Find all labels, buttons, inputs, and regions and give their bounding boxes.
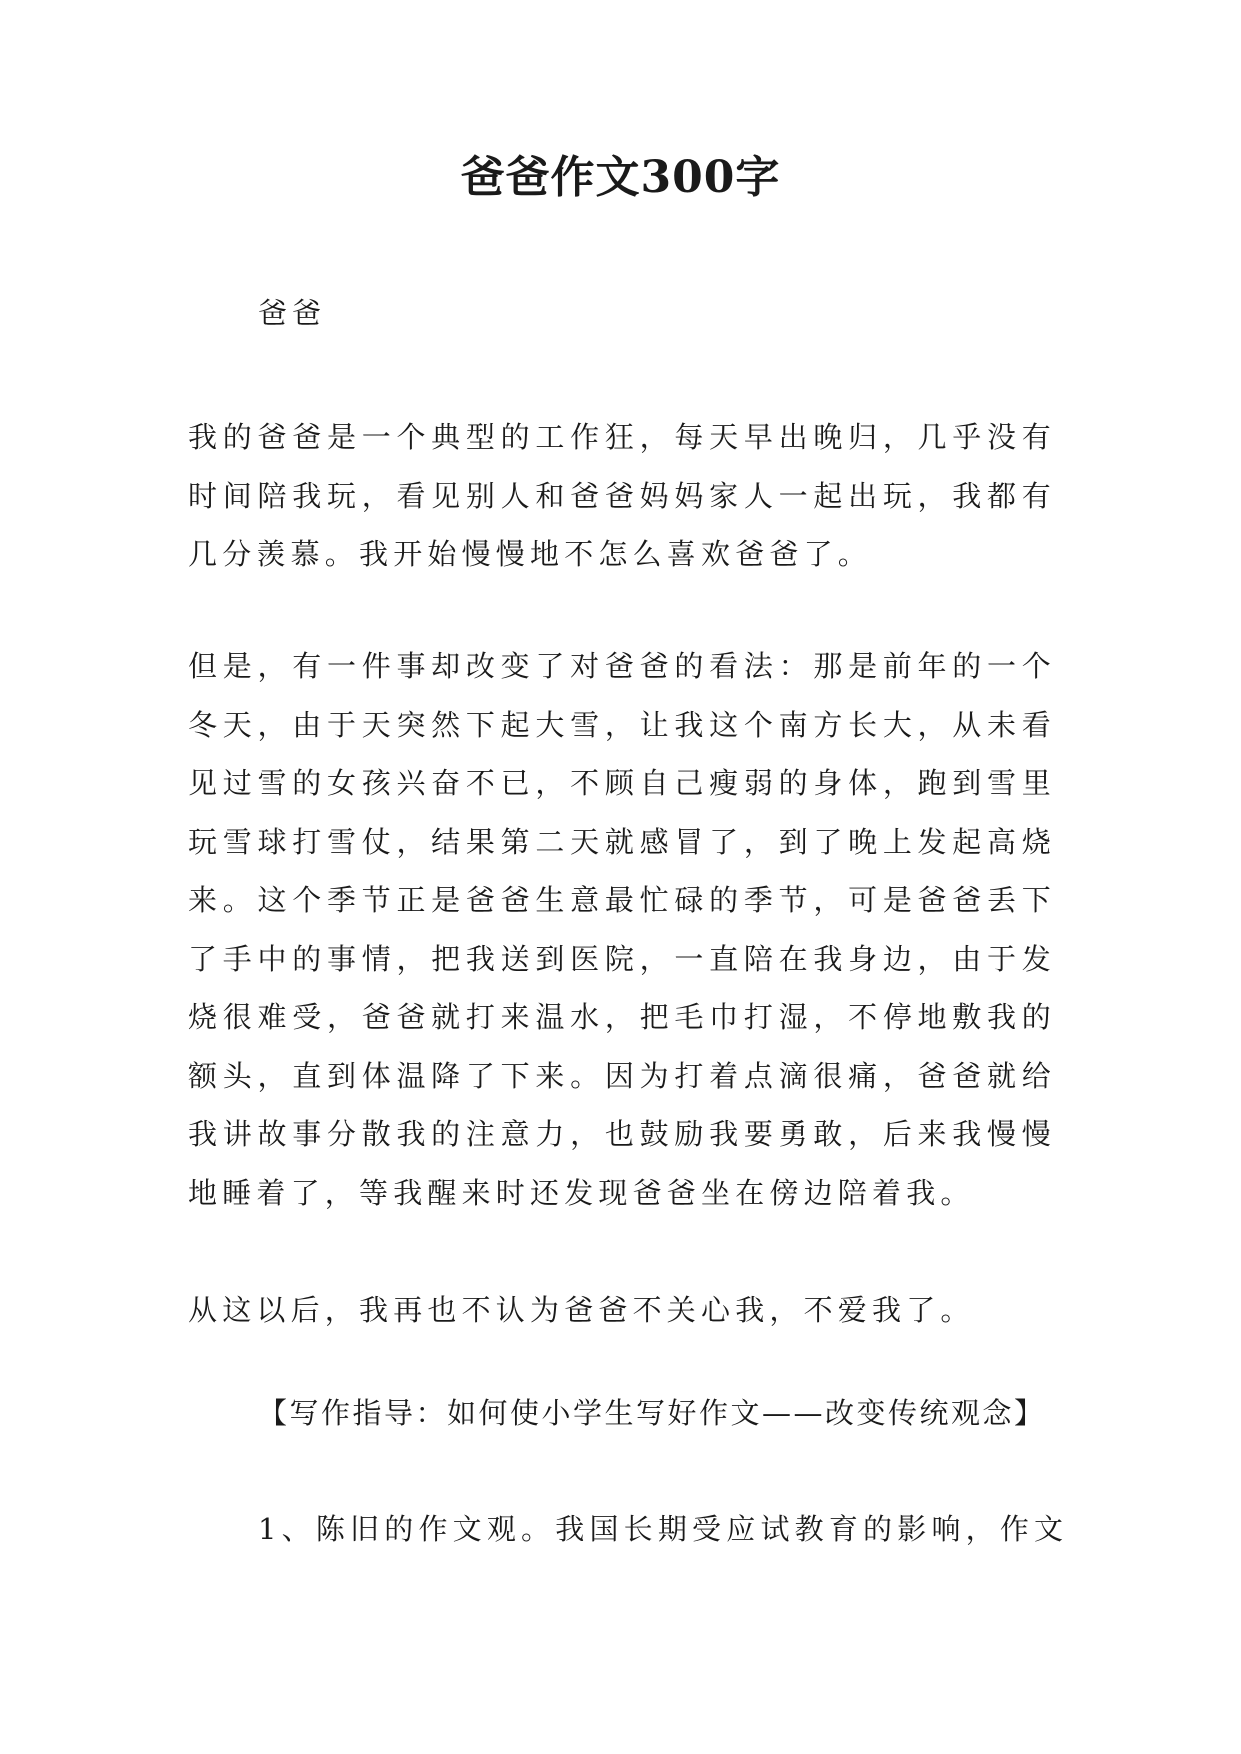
writing-guide-heading: 【写作指导：如何使小学生写好作文——改变传统观念】 — [258, 1396, 1046, 1430]
guide-point-1: 1、陈旧的作文观。我国长期受应试教育的影响，作文 — [258, 1512, 1069, 1546]
essay-subtitle: 爸爸 — [258, 296, 327, 330]
document-title: 爸爸作文300字 — [460, 152, 781, 203]
paragraph-1: 我的爸爸是一个典型的工作狂，每天早出晚归，几乎没有时间陪我玩，看见别人和爸爸妈妈家人一起出玩，我都有几分羡慕。我开始慢慢地不怎么喜欢爸爸了。 — [188, 420, 1056, 571]
paragraph-2: 但是，有一件事却改变了对爸爸的看法：那是前年的一个冬天，由于天突然下起大雪，让我这个南方长大，从未看见过雪的女孩兴奋不已，不顾自己瘦弱的身体，跑到雪里玩雪球打雪仗，结果第二天就感冒了，到了晚上发起高烧来。这个季节正是爸爸生意最忙碌的季节，可是爸爸丢下了手中的事情，把我送到医院，一直陪在我身边，由于发烧很难受，爸爸就打来温水，把毛巾打湿，不停地敷我的额头，直到体温降了下来。因为打着点滴很痛，爸爸就给我讲故事分散我的注意力，也鼓励我要勇敢，后来我慢慢地睡着了，等我醒来时还发现爸爸坐在傍边陪着我。 — [188, 649, 1056, 1210]
paragraph-3: 从这以后，我再也不认为爸爸不关心我，不爱我了。 — [188, 1293, 975, 1327]
